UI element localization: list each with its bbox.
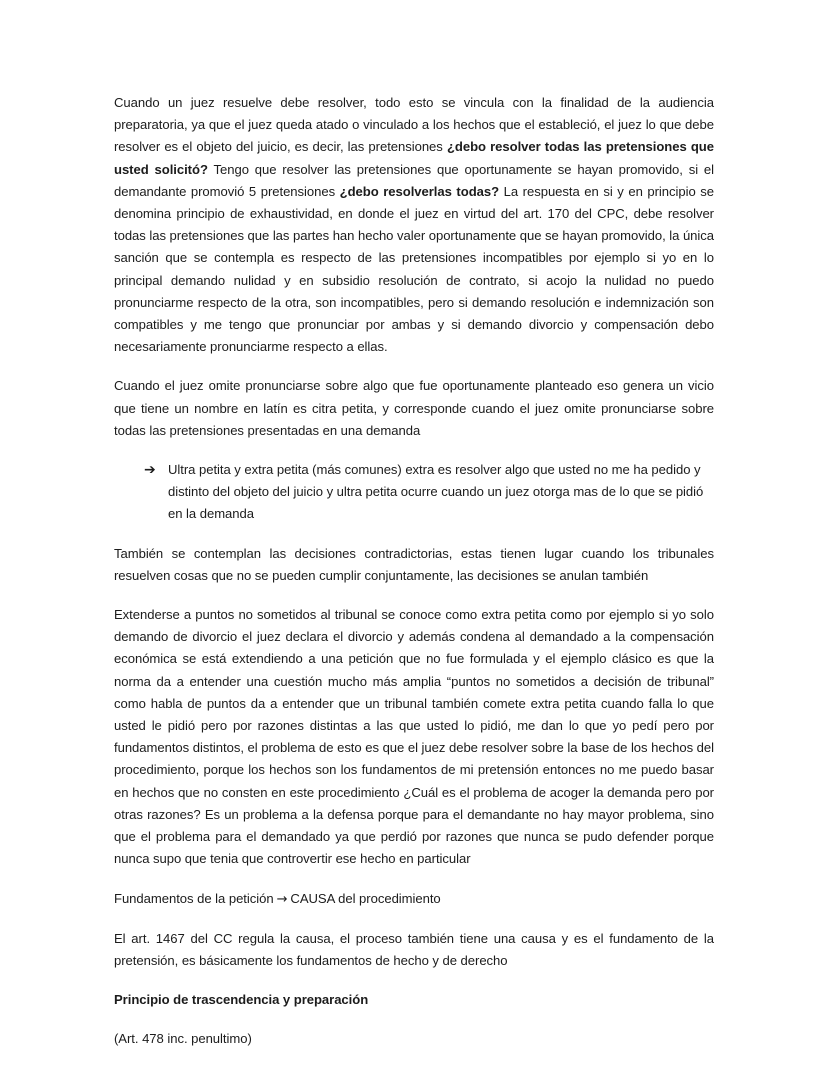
list-item bbox=[114, 459, 714, 526]
bold-question-2: ¿debo resolverlas todas? bbox=[339, 183, 500, 199]
paragraph-art-1467: El art. 1467 del CC regula la causa, el proceso también tiene una causa y es el fundamento de la pretensión, es básicamente los fundamentos de hecho y de derecho bbox=[114, 930, 714, 968]
paragraph-fundamentos-causa bbox=[114, 888, 714, 911]
paragraph-art-478: (Art. 478 inc. penultimo) bbox=[114, 1031, 252, 1047]
paragraph-extra-petita: Extenderse a puntos no sometidos al tribunal se conoce como extra petita como por ejemplo si yo solo demando de divorcio el juez declara el divorcio y además condena al demandado a la compensación económica se está extendiendo a una petición que no fue formulada y el ejemplo clásico es que la norma da a entender una cuestión mucho más amplia “puntos no sometidos a decisión de tribunal” como habla de puntos da a entender que un tribunal también comete extra petita cuando falla lo que usted le pidió pero por razones distintas a las que usted lo pidió, me dan lo que yo pedí pero por fundamentos distintos, el problema de esto es que el juez debe resolver sobre la base de los hechos del procedimiento, porque los hechos son los fundamentos de mi pretensión entonces no me puedo basar en hechos que no consten en este procedimiento ¿Cuál es el problema de acoger la demanda pero por otras razones? Es un problema a la defensa porque para el demandante no hay mayor problema, sino que el problema para el demandado ya que perdió por razones que nunca se pudo defender porque nunca supo que tenia que controvertir ese hecho en particular bbox=[114, 607, 714, 867]
paragraph-segment-3: La respuesta en si y en principio se denomina principio de exhaustividad, en donde el juez en virtud del art. 170 del CPC, debe resolver todas las pretensiones que las partes han hecho valer oportunamente que se hayan promovido, la única sanción que se contempla es respecto de las pretensiones incompatibles por ejemplo si yo en lo principal demando nulidad y en subsidio resolución de contrato, si acojo la nulidad no puedo pronunciarme respecto de la otra, son incompatibles, pero si demando resolución e indemnización son compatibles y me tengo que pronunciar por ambas y si demando divorcio y compensación debo necesariamente pronunciarme respecto a ellas. bbox=[114, 183, 714, 355]
paragraph-exhaustividad bbox=[114, 92, 714, 358]
arrow-bullet-list bbox=[114, 459, 714, 526]
paragraph-segment-1: Cuando un juez resuelve debe resolver, todo esto se vincula con la finalidad de la audiencia preparatoria, ya que el juez queda atado o vinculado a los hechos que el estableció, el juez lo que debe resolver es el objeto del juicio, es decir, las pretensiones bbox=[114, 95, 714, 155]
causa-label: CAUSA del procedimiento bbox=[290, 890, 441, 906]
fundamentos-label: Fundamentos de la petición bbox=[114, 890, 274, 906]
right-arrow-bullet-icon: ➔ bbox=[144, 462, 156, 479]
paragraph-citra-petita: Cuando el juez omite pronunciarse sobre algo que fue oportunamente planteado eso genera un vicio que tiene un nombre en latín es citra petita, y corresponde cuando el juez omite pronunciarse sobre todas las pretensiones presentadas en una demanda bbox=[114, 378, 714, 438]
paragraph-segment-2: Tengo que resolver las pretensiones que oportunamente se hayan promovido, si el demandante promovió 5 pretensiones bbox=[114, 161, 714, 199]
heading-principio-trascendencia: Principio de trascendencia y preparación bbox=[114, 992, 369, 1008]
list-item-label: Ultra petita y extra petita (más comunes) extra es resolver algo que usted no me ha pedido y distinto del objeto del juicio y ultra petita ocurre cuando un juez otorga mas de lo que se pidió en la demanda bbox=[168, 462, 704, 522]
paragraph-decisiones-contradictorias: También se contemplan las decisiones contradictorias, estas tienen lugar cuando los tribunales resuelven cosas que no se pueden cumplir conjuntamente, las decisiones se anulan también bbox=[114, 545, 714, 583]
document-text-body bbox=[114, 92, 714, 1068]
right-arrow-icon: → bbox=[276, 891, 288, 907]
bold-question-1: ¿debo resolver todas las pretensiones que usted solicitó? bbox=[114, 139, 714, 177]
